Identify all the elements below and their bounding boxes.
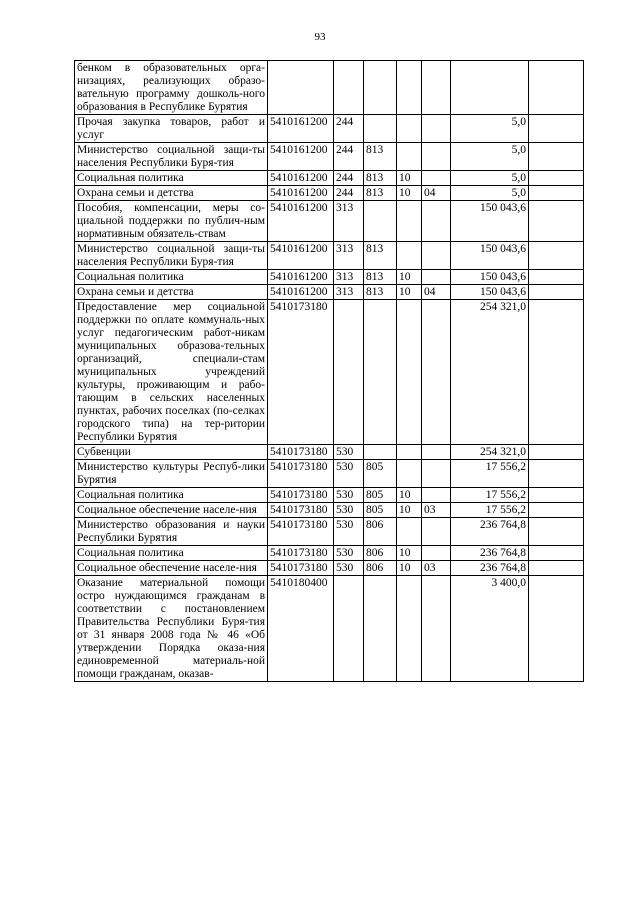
row-name-cell: Охрана семьи и детства	[75, 285, 268, 300]
row-subsection-cell: 04	[422, 285, 451, 300]
row-expense-type-cell: 530	[334, 561, 364, 576]
row-department-cell	[364, 300, 397, 445]
row-amount-cell: 5,0	[451, 171, 529, 186]
row-amount-cell: 5,0	[451, 143, 529, 171]
row-amount-cell: 17 556,2	[451, 503, 529, 518]
row-subsection-cell	[422, 61, 451, 115]
row-amount-cell: 150 043,6	[451, 201, 529, 242]
table-row	[75, 270, 584, 285]
table-row	[75, 445, 584, 460]
row-subsection-cell	[422, 518, 451, 546]
row-expense-type-cell: 530	[334, 488, 364, 503]
row-target-article-cell: 5410173180	[268, 546, 334, 561]
row-department-cell: 813	[364, 285, 397, 300]
row-section-cell: 10	[397, 171, 422, 186]
row-subsection-cell	[422, 143, 451, 171]
table-row	[75, 488, 584, 503]
row-name-cell: Пособия, компенсации, меры со-циальной поддержки по публич-ным нормативным обязатель-ствам	[75, 201, 268, 242]
row-section-cell: 10	[397, 285, 422, 300]
row-amount-cell: 236 764,8	[451, 518, 529, 546]
table-row	[75, 201, 584, 242]
row-expense-type-cell: 530	[334, 460, 364, 488]
row-target-article-cell: 5410161200	[268, 115, 334, 143]
row-expense-type-cell: 313	[334, 270, 364, 285]
row-department-cell: 806	[364, 546, 397, 561]
row-expense-type-cell: 530	[334, 503, 364, 518]
row-name-cell: Министерство культуры Респуб-лики Бурятия	[75, 460, 268, 488]
row-name-cell: Социальное обеспечение населе-ния	[75, 503, 268, 518]
table-row	[75, 143, 584, 171]
row-target-article-cell: 5410173180	[268, 518, 334, 546]
row-subsection-cell: 03	[422, 503, 451, 518]
row-name-cell: Социальная политика	[75, 546, 268, 561]
row-subsection-cell	[422, 546, 451, 561]
row-target-article-cell	[268, 61, 334, 115]
row-section-cell	[397, 445, 422, 460]
row-amount-cell: 150 043,6	[451, 270, 529, 285]
row-target-article-cell: 5410180400	[268, 576, 334, 682]
row-target-article-cell: 5410173180	[268, 488, 334, 503]
row-department-cell: 805	[364, 503, 397, 518]
table-row	[75, 171, 584, 186]
row-section-cell: 10	[397, 186, 422, 201]
budget-table-body	[75, 61, 584, 682]
row-empty-cell	[529, 270, 584, 285]
row-subsection-cell	[422, 171, 451, 186]
row-name-cell: Охрана семьи и детства	[75, 186, 268, 201]
row-department-cell: 813	[364, 143, 397, 171]
row-target-article-cell: 5410161200	[268, 270, 334, 285]
row-empty-cell	[529, 488, 584, 503]
row-expense-type-cell: 313	[334, 285, 364, 300]
row-target-article-cell: 5410173180	[268, 300, 334, 445]
row-section-cell: 10	[397, 503, 422, 518]
row-department-cell	[364, 201, 397, 242]
row-subsection-cell	[422, 488, 451, 503]
table-row	[75, 285, 584, 300]
row-empty-cell	[529, 300, 584, 445]
row-name-cell: Министерство социальной защи-ты населения Республики Буря-тия	[75, 143, 268, 171]
row-name-cell: Предоставление мер социальной поддержки по оплате коммуналь-ных услуг педагогическим работ-никам муниципальных образова-тельных организаций, специали-стам муниципальных учреждений культуры, проживающим и рабо-тающим в сельских населенных пунктах, рабочих поселках (по-селках городского типа) на тер-ритории Республики Бурятия	[75, 300, 268, 445]
row-empty-cell	[529, 285, 584, 300]
table-row	[75, 576, 584, 682]
row-expense-type-cell: 530	[334, 546, 364, 561]
row-name-cell: Прочая закупка товаров, работ и услуг	[75, 115, 268, 143]
row-target-article-cell: 5410161200	[268, 186, 334, 201]
row-expense-type-cell: 244	[334, 171, 364, 186]
row-subsection-cell	[422, 201, 451, 242]
row-section-cell	[397, 115, 422, 143]
row-empty-cell	[529, 518, 584, 546]
table-row	[75, 242, 584, 270]
row-empty-cell	[529, 460, 584, 488]
row-section-cell	[397, 61, 422, 115]
row-name-cell: Министерство образования и науки Республики Бурятия	[75, 518, 268, 546]
row-section-cell	[397, 518, 422, 546]
row-name-cell: Субвенции	[75, 445, 268, 460]
row-target-article-cell: 5410161200	[268, 201, 334, 242]
row-expense-type-cell: 244	[334, 186, 364, 201]
row-expense-type-cell	[334, 61, 364, 115]
row-name-cell: Оказание материальной помощи остро нуждающимся гражданам в соответствии с постановлением Правительства Республики Буря-тия от 31 января 2008 года № 46 «Об утверждении Порядка оказа-ния единовременной материаль-ной помощи гражданам, оказав-	[75, 576, 268, 682]
row-amount-cell	[451, 61, 529, 115]
row-subsection-cell: 04	[422, 186, 451, 201]
row-subsection-cell	[422, 270, 451, 285]
row-target-article-cell: 5410161200	[268, 285, 334, 300]
row-department-cell	[364, 115, 397, 143]
row-expense-type-cell: 244	[334, 143, 364, 171]
row-target-article-cell: 5410173180	[268, 460, 334, 488]
table-row	[75, 546, 584, 561]
row-department-cell: 813	[364, 171, 397, 186]
row-department-cell	[364, 576, 397, 682]
row-empty-cell	[529, 242, 584, 270]
table-row	[75, 61, 584, 115]
row-name-cell: Министерство социальной защи-ты населения Республики Буря-тия	[75, 242, 268, 270]
row-name-cell: Социальная политика	[75, 488, 268, 503]
row-subsection-cell	[422, 460, 451, 488]
row-department-cell: 813	[364, 242, 397, 270]
row-subsection-cell	[422, 242, 451, 270]
row-empty-cell	[529, 171, 584, 186]
row-empty-cell	[529, 576, 584, 682]
row-amount-cell: 254 321,0	[451, 445, 529, 460]
row-target-article-cell: 5410161200	[268, 242, 334, 270]
row-department-cell: 806	[364, 518, 397, 546]
row-expense-type-cell: 244	[334, 115, 364, 143]
row-department-cell: 813	[364, 270, 397, 285]
row-name-cell: бенком в образовательных орга-низациях, реализующих образо-вательную программу дошколь-ного образования в Республике Бурятия	[75, 61, 268, 115]
row-amount-cell: 236 764,8	[451, 546, 529, 561]
page-number: 93	[314, 31, 326, 43]
row-amount-cell: 236 764,8	[451, 561, 529, 576]
row-expense-type-cell: 313	[334, 242, 364, 270]
table-row	[75, 300, 584, 445]
row-amount-cell: 150 043,6	[451, 242, 529, 270]
row-empty-cell	[529, 503, 584, 518]
row-name-cell: Социальная политика	[75, 270, 268, 285]
row-expense-type-cell	[334, 576, 364, 682]
row-empty-cell	[529, 201, 584, 242]
row-amount-cell: 17 556,2	[451, 488, 529, 503]
row-section-cell: 10	[397, 488, 422, 503]
row-amount-cell: 5,0	[451, 115, 529, 143]
table-row	[75, 186, 584, 201]
row-empty-cell	[529, 115, 584, 143]
row-department-cell: 805	[364, 460, 397, 488]
row-department-cell: 813	[364, 186, 397, 201]
table-row	[75, 460, 584, 488]
table-row	[75, 115, 584, 143]
row-amount-cell: 150 043,6	[451, 285, 529, 300]
row-target-article-cell: 5410173180	[268, 503, 334, 518]
row-section-cell	[397, 460, 422, 488]
row-empty-cell	[529, 445, 584, 460]
row-target-article-cell: 5410173180	[268, 445, 334, 460]
row-department-cell	[364, 445, 397, 460]
row-subsection-cell	[422, 300, 451, 445]
row-section-cell: 10	[397, 561, 422, 576]
row-department-cell	[364, 61, 397, 115]
row-amount-cell: 5,0	[451, 186, 529, 201]
row-target-article-cell: 5410173180	[268, 561, 334, 576]
table-row	[75, 503, 584, 518]
row-section-cell	[397, 201, 422, 242]
row-expense-type-cell	[334, 300, 364, 445]
row-section-cell	[397, 242, 422, 270]
row-subsection-cell	[422, 576, 451, 682]
row-empty-cell	[529, 561, 584, 576]
row-expense-type-cell: 313	[334, 201, 364, 242]
row-department-cell: 806	[364, 561, 397, 576]
table-row	[75, 518, 584, 546]
budget-table	[74, 60, 584, 682]
row-section-cell: 10	[397, 270, 422, 285]
row-empty-cell	[529, 143, 584, 171]
table-row	[75, 561, 584, 576]
row-amount-cell: 254 321,0	[451, 300, 529, 445]
row-section-cell: 10	[397, 546, 422, 561]
row-subsection-cell	[422, 115, 451, 143]
row-section-cell	[397, 300, 422, 445]
row-name-cell: Социальное обеспечение населе-ния	[75, 561, 268, 576]
row-expense-type-cell: 530	[334, 518, 364, 546]
row-empty-cell	[529, 186, 584, 201]
row-subsection-cell: 03	[422, 561, 451, 576]
row-amount-cell: 17 556,2	[451, 460, 529, 488]
row-section-cell	[397, 143, 422, 171]
row-name-cell: Социальная политика	[75, 171, 268, 186]
row-empty-cell	[529, 546, 584, 561]
row-department-cell: 805	[364, 488, 397, 503]
row-expense-type-cell: 530	[334, 445, 364, 460]
row-target-article-cell: 5410161200	[268, 143, 334, 171]
row-empty-cell	[529, 61, 584, 115]
row-section-cell	[397, 576, 422, 682]
row-subsection-cell	[422, 445, 451, 460]
row-target-article-cell: 5410161200	[268, 171, 334, 186]
row-amount-cell: 3 400,0	[451, 576, 529, 682]
